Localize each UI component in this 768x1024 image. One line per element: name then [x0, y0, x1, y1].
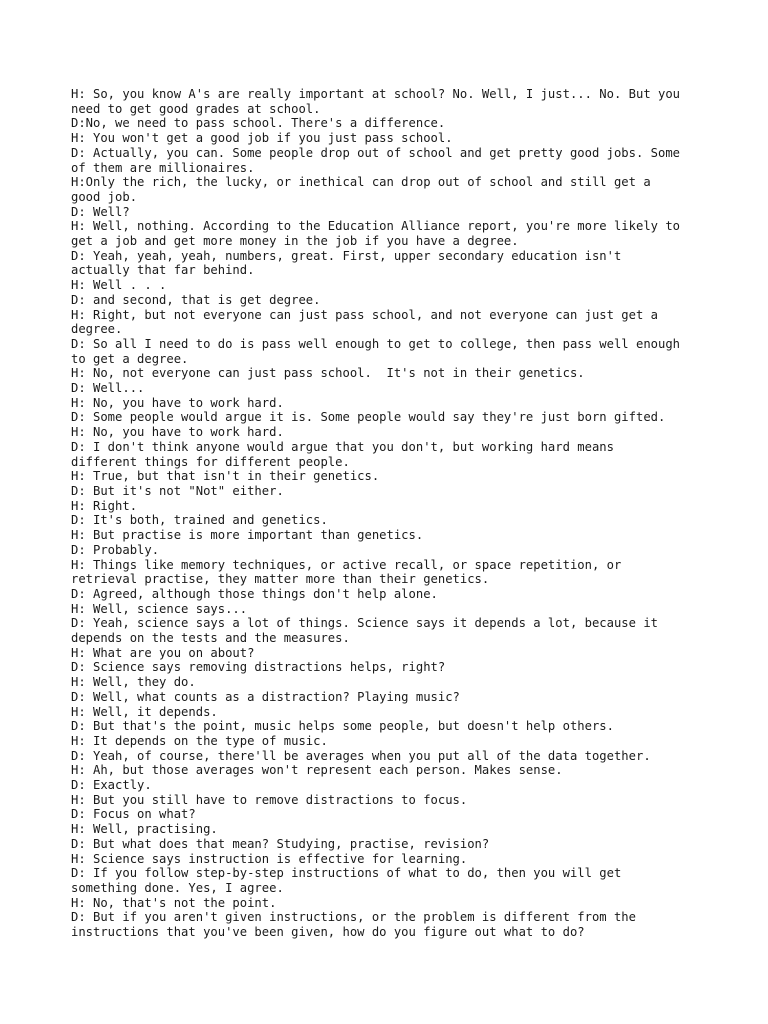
text-line: good job. — [71, 189, 138, 204]
text-line: degree. — [71, 322, 123, 337]
text-line: need to get good grades at school. — [71, 101, 321, 116]
text-line: depends on the tests and the measures. — [71, 631, 350, 646]
text-line: D: But that's the point, music helps some people, but doesn't help others. — [71, 719, 614, 734]
text-line: D: Well? — [71, 204, 130, 219]
text-line: H: Well, it depends. — [71, 704, 218, 719]
text-line: D: Yeah, of course, there'll be averages when you put all of the data together. — [71, 748, 651, 763]
text-line: H: But you still have to remove distractions to focus. — [71, 792, 468, 807]
text-line: D: But what does that mean? Studying, practise, revision? — [71, 836, 490, 851]
text-line: D: Probably. — [71, 542, 160, 557]
text-line: D: If you follow step-by-step instructions of what to do, then you will get — [71, 866, 622, 881]
text-line: D: But if you aren't given instructions, or the problem is different from the — [71, 910, 636, 925]
text-line: get a job and get more money in the job if you have a degree. — [71, 234, 519, 249]
text-line: of them are millionaires. — [71, 160, 255, 175]
text-line: H: Science says instruction is effective for learning. — [71, 851, 468, 866]
text-line: D: But it's not "Not" either. — [71, 483, 284, 498]
text-line: D: Actually, you can. Some people drop out of school and get pretty good jobs. Some — [71, 145, 681, 160]
text-line: H: Things like memory techniques, or active recall, or space repetition, or — [71, 557, 622, 572]
text-line: H: No, that's not the point. — [71, 895, 277, 910]
text-line: H: True, but that isn't in their genetics. — [71, 469, 380, 484]
text-line: D: Focus on what? — [71, 807, 196, 822]
text-line: to get a degree. — [71, 351, 189, 366]
text-line: H: But practise is more important than genetics. — [71, 528, 424, 543]
text-line: H: Well, practising. — [71, 822, 218, 837]
text-line: H: Right, but not everyone can just pass school, and not everyone can just get a — [71, 307, 658, 322]
text-line: D: So all I need to do is pass well enough to get to college, then pass well enough — [71, 336, 681, 351]
text-line: H: Ah, but those averages won't represent each person. Makes sense. — [71, 763, 563, 778]
document-page — [71, 87, 711, 940]
text-line: D:No, we need to pass school. There's a difference. — [71, 116, 446, 131]
text-line: D: Science says removing distractions helps, right? — [71, 660, 446, 675]
text-line: H: Well, they do. — [71, 675, 196, 690]
text-line: D: Yeah, yeah, yeah, numbers, great. First, upper secondary education isn't — [71, 248, 622, 263]
text-line: H: Well, nothing. According to the Education Alliance report, you're more likely to — [71, 219, 681, 234]
text-line: H: No, you have to work hard. — [71, 395, 284, 410]
text-line: D: Yeah, science says a lot of things. Science says it depends a lot, because it — [71, 616, 658, 631]
text-line: H:Only the rich, the lucky, or inethical can drop out of school and still get a — [71, 175, 651, 190]
text-line: D: Well, what counts as a distraction? Playing music? — [71, 689, 460, 704]
text-line: H: Well . . . — [71, 278, 167, 293]
text-line: H: No, you have to work hard. — [71, 425, 284, 440]
text-line: actually that far behind. — [71, 263, 255, 278]
text-line: D: Agreed, although those things don't help alone. — [71, 586, 438, 601]
text-line: D: I don't think anyone would argue that you don't, but working hard means — [71, 439, 614, 454]
text-line: H: So, you know A's are really important at school? No. Well, I just... No. But you — [71, 87, 681, 101]
text-line: H: No, not everyone can just pass school. It's not in their genetics. — [71, 366, 585, 381]
text-line: retrieval practise, they matter more than their genetics. — [71, 572, 490, 587]
text-line: H: What are you on about? — [71, 645, 255, 660]
text-line: H: Well, science says... — [71, 601, 248, 616]
text-line: H: It depends on the type of music. — [71, 733, 328, 748]
text-line: D: Well... — [71, 381, 145, 396]
text-line: D: and second, that is get degree. — [71, 292, 321, 307]
text-line: different things for different people. — [71, 454, 350, 469]
text-line: D: Some people would argue it is. Some people would say they're just born gifted. — [71, 410, 666, 425]
text-line: something done. Yes, I agree. — [71, 880, 284, 895]
text-line: H: Right. — [71, 498, 138, 513]
text-line: D: Exactly. — [71, 778, 152, 793]
text-line: H: You won't get a good job if you just pass school. — [71, 131, 453, 146]
text-line: instructions that you've been given, how do you figure out what to do? — [71, 925, 585, 940]
text-line: D: It's both, trained and genetics. — [71, 513, 328, 528]
